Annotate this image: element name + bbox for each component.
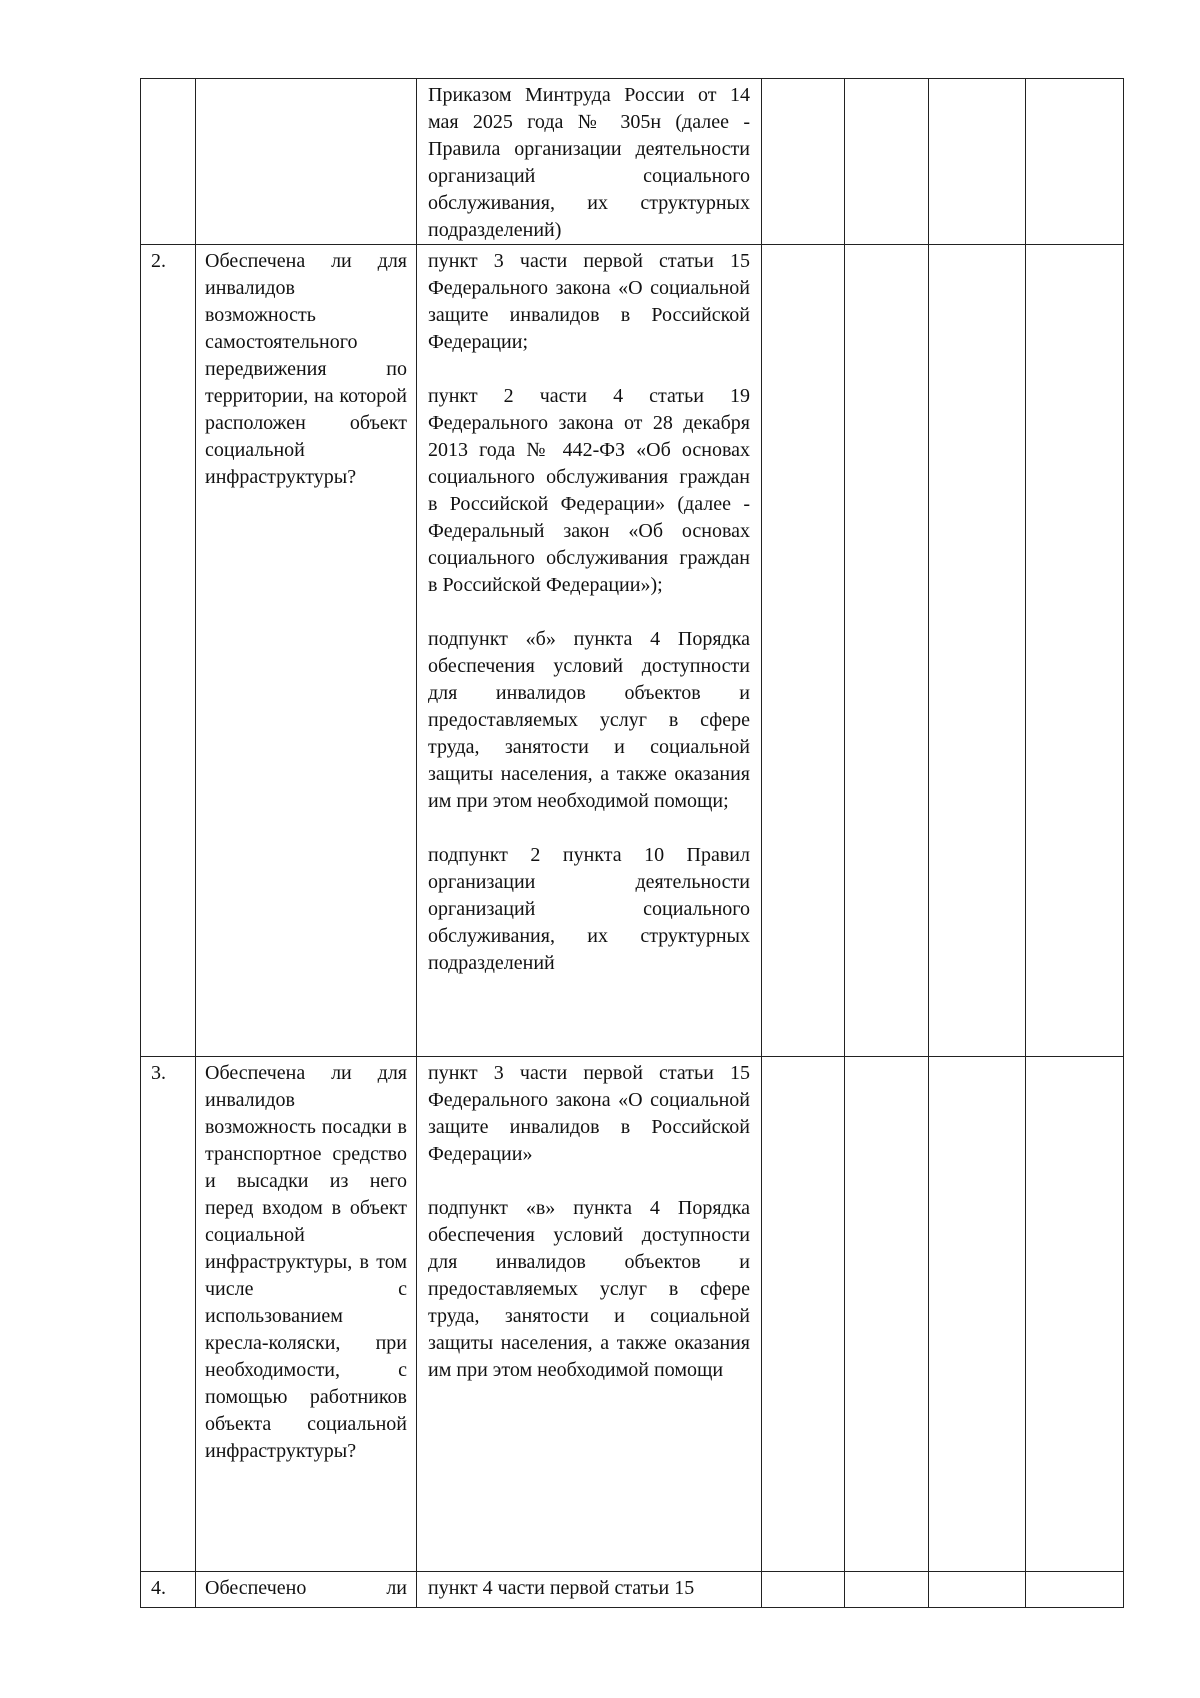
row-number: 4.: [141, 1572, 196, 1608]
answer-yes-cell[interactable]: [762, 1057, 845, 1572]
legal-basis-cell: [417, 79, 762, 245]
answer-not-applicable-cell[interactable]: [929, 245, 1026, 1057]
legal-basis-text: подпункт «в» пункта 4 Порядка обеспечения условий доступности для инвалидов объектов и предоставляемых услуг в сфере труда, занятости и социальной защиты населения, а также оказания им при этом необходимой помощи: [428, 1197, 750, 1381]
requirements-table: [140, 78, 1124, 1608]
answer-yes-cell[interactable]: [762, 79, 845, 245]
table-row: [141, 1572, 1124, 1608]
question-text: Обеспечено ли: [205, 1577, 407, 1599]
legal-basis-text: пункт 4 части первой статьи 15: [428, 1577, 695, 1599]
notes-cell[interactable]: [1026, 1057, 1124, 1572]
question-cell: [196, 79, 417, 245]
answer-not-applicable-cell[interactable]: [929, 79, 1026, 245]
legal-basis-text: подпункт «б» пункта 4 Порядка обеспечения условий доступности для инвалидов объектов и предоставляемых услуг в сфере труда, занятости и социальной защиты населения, а также оказания им при этом необходимой помощи;: [428, 628, 750, 812]
legal-basis-text: пункт 3 части первой статьи 15 Федерального закона «О социальной защите инвалидов в Российской Федерации»: [428, 1062, 750, 1165]
answer-no-cell[interactable]: [845, 245, 929, 1057]
answer-yes-cell[interactable]: [762, 245, 845, 1057]
table-row: [141, 245, 1124, 1057]
legal-basis-cell: [417, 1572, 762, 1608]
question-cell: [196, 1057, 417, 1572]
legal-basis-cell: [417, 1057, 762, 1572]
legal-basis-text: пункт 3 части первой статьи 15 Федерального закона «О социальной защите инвалидов в Российской Федерации;: [428, 250, 750, 353]
question-cell: [196, 245, 417, 1057]
table-row: [141, 1057, 1124, 1572]
question-text: Обеспечена ли для инвалидов возможность самостоятельного передвижения по территории, на которой расположен объект социальной инфраструктуры?: [205, 250, 407, 488]
legal-basis-text: пункт 2 части 4 статьи 19 Федерального закона от 28 декабря 2013 года № 442-ФЗ «Об основах социального обслуживания граждан в Российской Федерации» (далее - Федеральный закон «Об основах социального обслуживания граждан в Российской Федерации»);: [428, 385, 750, 596]
answer-no-cell[interactable]: [845, 1057, 929, 1572]
table-row: [141, 79, 1124, 245]
notes-cell[interactable]: [1026, 79, 1124, 245]
row-number: 2.: [141, 245, 196, 1057]
notes-cell[interactable]: [1026, 1572, 1124, 1608]
answer-not-applicable-cell[interactable]: [929, 1057, 1026, 1572]
question-cell: [196, 1572, 417, 1608]
answer-not-applicable-cell[interactable]: [929, 1572, 1026, 1608]
notes-cell[interactable]: [1026, 245, 1124, 1057]
answer-no-cell[interactable]: [845, 79, 929, 245]
answer-no-cell[interactable]: [845, 1572, 929, 1608]
legal-basis-cell: [417, 245, 762, 1057]
legal-basis-text: Приказом Минтруда России от 14 мая 2025 года № 305н (далее - Правила организации деятельности организаций социального обслуживания, их структурных подразделений): [428, 84, 750, 241]
legal-basis-text: подпункт 2 пункта 10 Правил организации деятельности организаций социального обслуживания, их структурных подразделений: [428, 844, 750, 974]
answer-yes-cell[interactable]: [762, 1572, 845, 1608]
row-number: 3.: [141, 1057, 196, 1572]
row-number: [141, 79, 196, 245]
question-text: Обеспечена ли для инвалидов возможность посадки в транспортное средство и высадки из него перед входом в объект социальной инфраструктуры, в том числе с использованием кресла-коляски, при необходимости, с помощью работников объекта социальной инфраструктуры?: [205, 1062, 407, 1462]
